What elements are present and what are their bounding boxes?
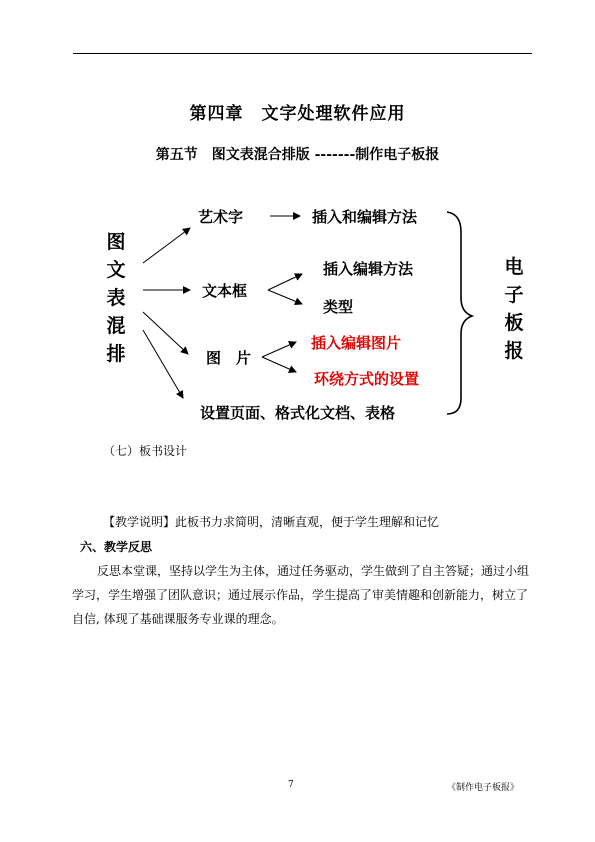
- node-picture-insert: 插入编辑图片: [311, 334, 402, 352]
- arrow-picture-wrap: [262, 357, 296, 372]
- right-char: 子: [504, 284, 524, 306]
- subsection-heading: （七）板书设计: [103, 444, 188, 458]
- right-brace: [447, 212, 472, 414]
- arrow-to-page-setup: [143, 330, 183, 398]
- section-heading: 六、教学反思: [80, 540, 153, 554]
- node-textbox-method: 插入编辑方法: [323, 260, 414, 278]
- arrow-textbox-method: [268, 274, 302, 290]
- arrow-picture-insert: [262, 342, 296, 357]
- left-char: 表: [106, 287, 126, 309]
- arrow-to-picture: [143, 312, 188, 354]
- right-char: 板: [504, 312, 524, 334]
- reflection-line: 反思本堂课，坚持以学生为主体，通过任务驱动，学生做到了自主答疑；通过小组: [97, 564, 530, 578]
- right-char: 电: [504, 256, 524, 278]
- left-char: 文: [106, 259, 126, 281]
- reflection-line: 学习，学生增强了团队意识；通过展示作品，学生提高了审美情趣和创新能力，树立了: [72, 588, 529, 602]
- section-title: 第五节 图文表混合排版 -------制作电子板报: [155, 147, 440, 163]
- node-picture-wrap: 环绕方式的设置: [314, 370, 420, 388]
- left-char: 混: [106, 315, 126, 337]
- chapter-title: 第四章 文字处理软件应用: [189, 104, 406, 124]
- arrow-textbox-type: [268, 290, 302, 304]
- teaching-note: 【教学说明】此板书力求简明，清晰直观，便于学生理解和记忆: [103, 515, 440, 529]
- left-char: 排: [106, 343, 126, 365]
- page-number: 7: [288, 780, 294, 790]
- footer-doc-title: 《制作电子板报》: [447, 783, 520, 793]
- node-textbox-type: 类型: [323, 298, 354, 316]
- right-char: 报: [504, 340, 524, 362]
- left-char: 图: [106, 231, 126, 253]
- node-page-setup: 设置页面、格式化文档、表格: [200, 404, 396, 422]
- node-textbox: 文本框: [202, 282, 248, 300]
- arrow-to-art-text: [143, 228, 190, 263]
- node-art-text: 艺术字: [198, 208, 244, 226]
- node-picture: 图 片: [206, 349, 252, 367]
- node-art-text-method: 插入和编辑方法: [312, 208, 418, 226]
- left-vertical-title: [104, 228, 128, 368]
- right-vertical-title: [502, 253, 526, 365]
- reflection-line: 自信, 体现了基础课服务专业课的理念。: [72, 612, 284, 626]
